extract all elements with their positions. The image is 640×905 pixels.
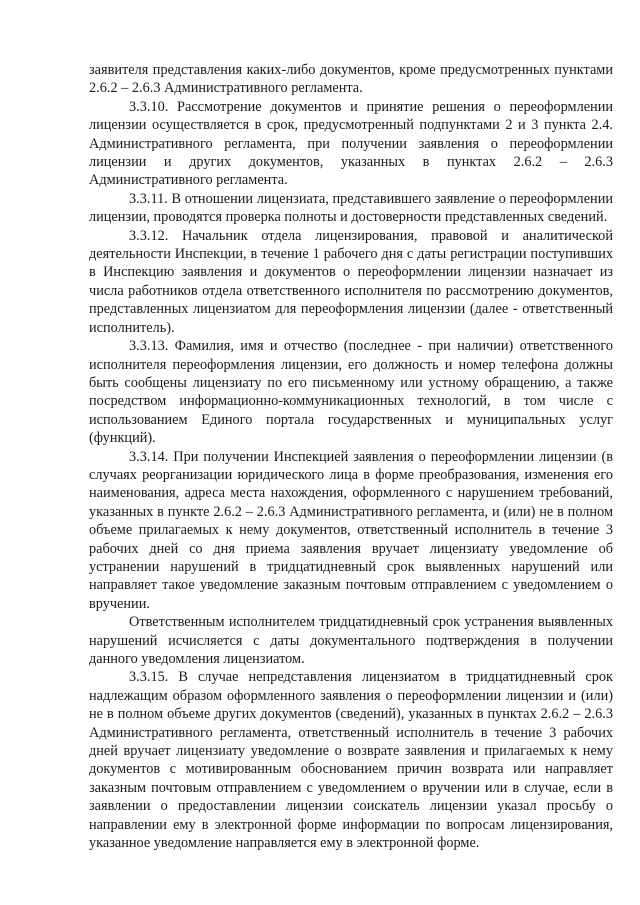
paragraph-3-3-11: 3.3.11. В отношении лицензиата, представившего заявление о переоформлении лицензии, проводятся проверка полноты и достоверности представленных сведений.	[89, 190, 613, 226]
paragraph-continuation: заявителя представления каких-либо документов, кроме предусмотренных пунктами 2.6.2 – 2.6.3 Административного регламента.	[89, 62, 613, 97]
document-page	[89, 61, 613, 852]
paragraph-3-3-10: 3.3.10. Рассмотрение документов и принятие решения о переоформлении лицензии осуществляется в срок, предусмотренный подпунктами 2 и 3 пункта 2.4. Административного регламента, при получении заявления о переоформлении лицензии и других документов, указанных в пунктах 2.6.2 – 2.6.3 Административного регламента.	[89, 98, 613, 189]
paragraph-3-3-12: 3.3.12. Начальник отдела лицензирования, правовой и аналитической деятельности Инспекции, в течение 1 рабочего дня с даты регистрации поступивших в Инспекцию заявления и документов о переоформлении лицензии назначает из числа работников отдела ответственного исполнителя по рассмотрению документов, представленных лицензиатом для переоформления лицензии (далее - ответственный исполнитель).	[89, 227, 613, 336]
paragraph-3-3-14-continued: Ответственным исполнителем тридцатидневный срок устранения выявленных нарушений исчисляется с даты документального подтверждения в получении данного уведомления лицензиатом.	[89, 614, 613, 667]
paragraph-3-3-14: 3.3.14. При получении Инспекцией заявления о переоформлении лицензии (в случаях реорганизации юридического лица в форме преобразования, изменения его наименования, адреса места нахождения, оформленного с нарушением требований, указанных в пункте 2.6.2 – 2.6.3 Административного регламента, и (или) не в полном объеме прилагаемых к нему документов, ответственный исполнитель в течение 3 рабочих дней со дня приема заявления вручает лицензиату уведомление об устранении нарушений в тридцатидневный срок выявленных нарушений или направляет такое уведомление заказным почтовым отправлением с уведомлением о вручении.	[89, 448, 613, 612]
paragraph-3-3-13: 3.3.13. Фамилия, имя и отчество (последнее - при наличии) ответственного исполнителя переоформления лицензии, его должность и номер телефона должны быть сообщены лицензиату по его письменному или устному обращению, а также посредством информационно-коммуникационных технологий, в том числе с использованием Единого портала государственных и муниципальных услуг (функций).	[89, 338, 613, 447]
paragraph-3-3-15: 3.3.15. В случае непредставления лицензиатом в тридцатидневный срок надлежащим образом оформленного заявления о переоформлении лицензии и (или) не в полном объеме других документов (сведений), указанных в пунктах 2.6.2 – 2.6.3 Административного регламента, ответственный исполнитель в течение 3 рабочих дней вручает лицензиату уведомление о возврате заявления и прилагаемых к нему документов с мотивированным обоснованием причин возврата или направляет заказным почтовым отправлением с уведомлением о вручении или в случае, если в заявлении о предоставлении лицензии соискатель лицензии указал просьбу о направлении ему в электронной форме информации по вопросам лицензирования, указанное уведомление направляется ему в электронной форме.	[89, 669, 613, 852]
